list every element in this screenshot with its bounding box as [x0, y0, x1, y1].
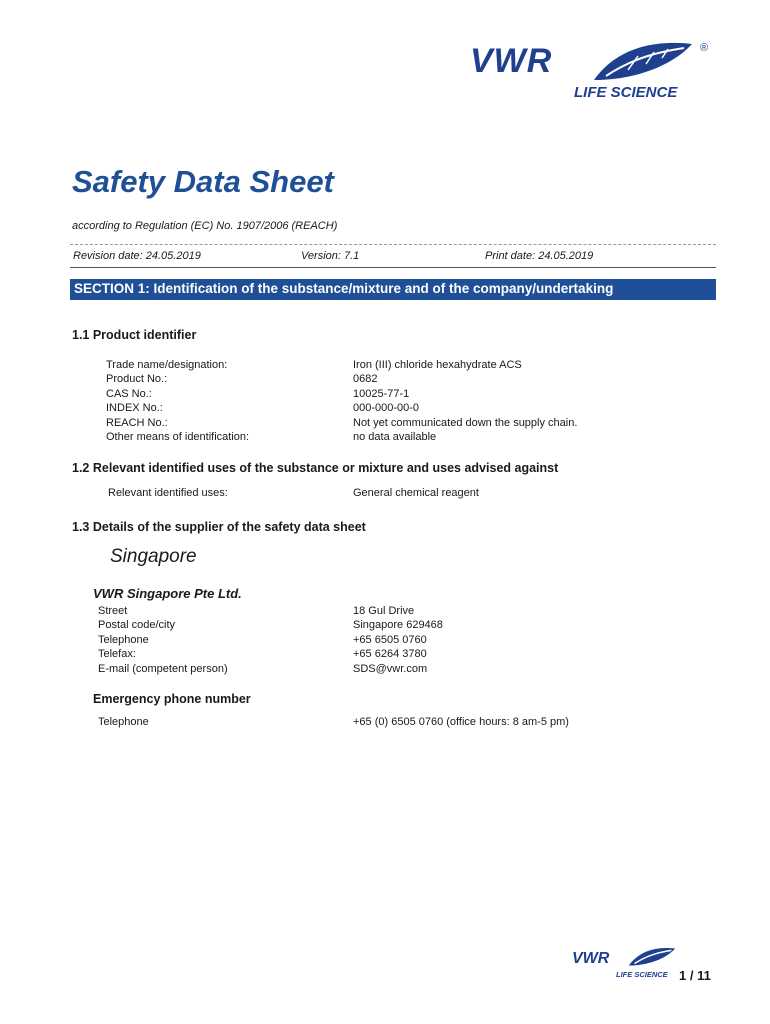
revision-bar: [70, 244, 716, 268]
row-label: Telephone: [98, 634, 149, 646]
row-value: Not yet communicated down the supply chain.: [353, 417, 578, 429]
registered-mark: ®: [700, 42, 709, 54]
vwr-logo: [470, 40, 720, 104]
row-value: Iron (III) chloride hexahydrate ACS: [353, 359, 522, 371]
row-label: Relevant identified uses:: [108, 487, 228, 499]
heading-1-3: 1.3 Details of the supplier of the safety data sheet: [72, 520, 366, 534]
row-value: 000-000-00-0: [353, 402, 420, 414]
section-1-title: SECTION 1: Identification of the substance/mixture and of the company/undertaking: [74, 281, 614, 296]
logo-word: VWR: [470, 42, 553, 80]
leaf-icon: [588, 40, 698, 84]
country-name: Singapore: [110, 546, 197, 567]
row-value: 18 Gul Drive: [353, 605, 415, 617]
row-label: INDEX No.:: [106, 402, 163, 414]
row-label: CAS No.:: [106, 388, 152, 400]
row-label: Postal code/city: [98, 619, 176, 631]
row-value: +65 6505 0760: [353, 634, 427, 646]
row-label: E-mail (competent person): [98, 663, 228, 675]
row-value: General chemical reagent: [353, 487, 479, 499]
row-label: Trade name/designation:: [106, 359, 228, 371]
revision-date: Revision date: 24.05.2019: [73, 250, 201, 262]
row-value: +65 (0) 6505 0760 (office hours: 8 am-5 pm): [353, 716, 569, 728]
regulation-subtitle: according to Regulation (EC) No. 1907/2006 (REACH): [72, 220, 338, 232]
row-label: Telephone: [98, 716, 149, 728]
row-label: Telefax:: [98, 648, 136, 660]
heading-1-1: 1.1 Product identifier: [72, 328, 197, 342]
row-value: Singapore 629468: [353, 619, 443, 631]
footer-logo-subtitle: LIFE SCIENCE: [616, 970, 668, 979]
row-label: REACH No.:: [106, 417, 168, 429]
row-value: 0682: [353, 373, 378, 385]
leaf-icon: [626, 946, 678, 968]
row-label: Street: [98, 605, 128, 617]
row-value: 10025-77-1: [353, 388, 410, 400]
print-date: Print date: 24.05.2019: [485, 250, 594, 262]
heading-1-2: 1.2 Relevant identified uses of the substance or mixture and uses advised against: [72, 461, 559, 475]
row-label: Product No.:: [106, 373, 168, 385]
email-link[interactable]: SDS@vwr.com: [353, 663, 428, 675]
footer-logo: [572, 946, 682, 982]
page-number: 1 / 11: [679, 968, 711, 983]
row-value: no data available: [353, 431, 437, 443]
version: Version: 7.1: [301, 250, 360, 262]
footer-logo-word: VWR: [572, 950, 610, 967]
logo-subtitle: LIFE SCIENCE: [574, 84, 678, 101]
row-value: +65 6264 3780: [353, 648, 427, 660]
row-label: Other means of identification:: [106, 431, 250, 443]
emergency-heading: Emergency phone number: [93, 692, 251, 706]
section-1-header: [70, 279, 716, 300]
document-title: Safety Data Sheet: [72, 164, 334, 199]
company-name: VWR Singapore Pte Ltd.: [93, 586, 242, 601]
